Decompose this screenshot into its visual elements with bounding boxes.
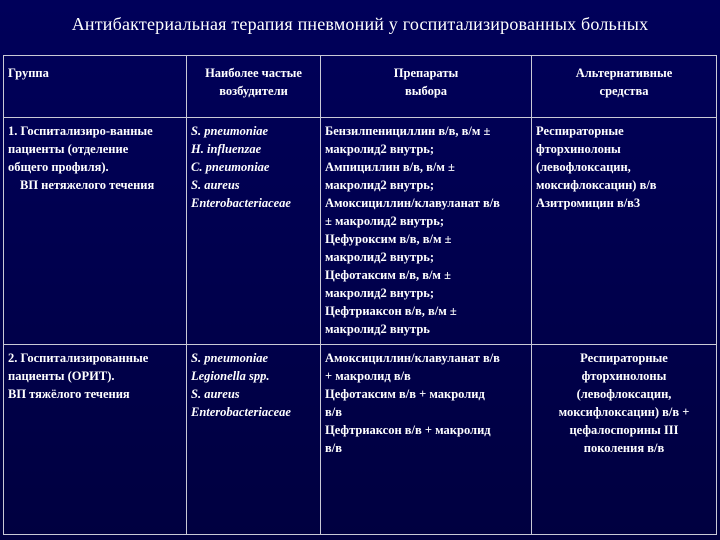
drugs-cell: Бензилпенициллин в/в, в/м ± макролид2 внутрь; Ампициллин в/в, в/м ± макролид2 внутрь; Амоксициллин/клавуланат в/в ± макролид2 внутрь; Цефуроксим в/в, в/м ± макролид2 внутрь; Цефотаксим в/в, в/м ± макролид2 внутрь; Цефтриаксон в/в, в/м ± макролид2 внутрь (321, 118, 532, 345)
header-alternatives: Альтернативные средства (532, 56, 717, 118)
group-cell: 1. Госпитализиро-ванные пациенты (отделение общего профиля). ВП нетяжелого течения (4, 118, 187, 345)
group-cell: 2. Госпитализированные пациенты (ОРИТ). ВП тяжёлого течения (4, 345, 187, 535)
header-drugs: Препараты выбора (321, 56, 532, 118)
header-pathogens: Наиболее частые возбудители (187, 56, 321, 118)
drugs-cell: Амоксициллин/клавуланат в/в + макролид в/в Цефотаксим в/в + макролид в/в Цефтриаксон в/в + макролид в/в (321, 345, 532, 535)
alternatives-cell: Респираторные фторхинолоны (левофлоксацин, моксифлоксацин) в/в + цефалоспорины III поколения в/в (532, 345, 717, 535)
pathogens-cell: S. pneumoniae H. influenzae C. pneumoniae S. aureus Enterobacteriaceae (187, 118, 321, 345)
therapy-table (3, 55, 717, 535)
table-row (4, 345, 717, 535)
alternatives-cell: Респираторные фторхинолоны (левофлоксацин, моксифлоксацин) в/в Азитромицин в/в3 (532, 118, 717, 345)
page-title: Антибактериальная терапия пневмоний у госпитализированных больных (71, 14, 649, 34)
pathogens-cell: S. pneumoniae Legionella spp. S. aureus Enterobacteriaceae (187, 345, 321, 535)
header-row (4, 56, 717, 118)
table-row (4, 118, 717, 345)
header-group: Группа (4, 56, 187, 118)
